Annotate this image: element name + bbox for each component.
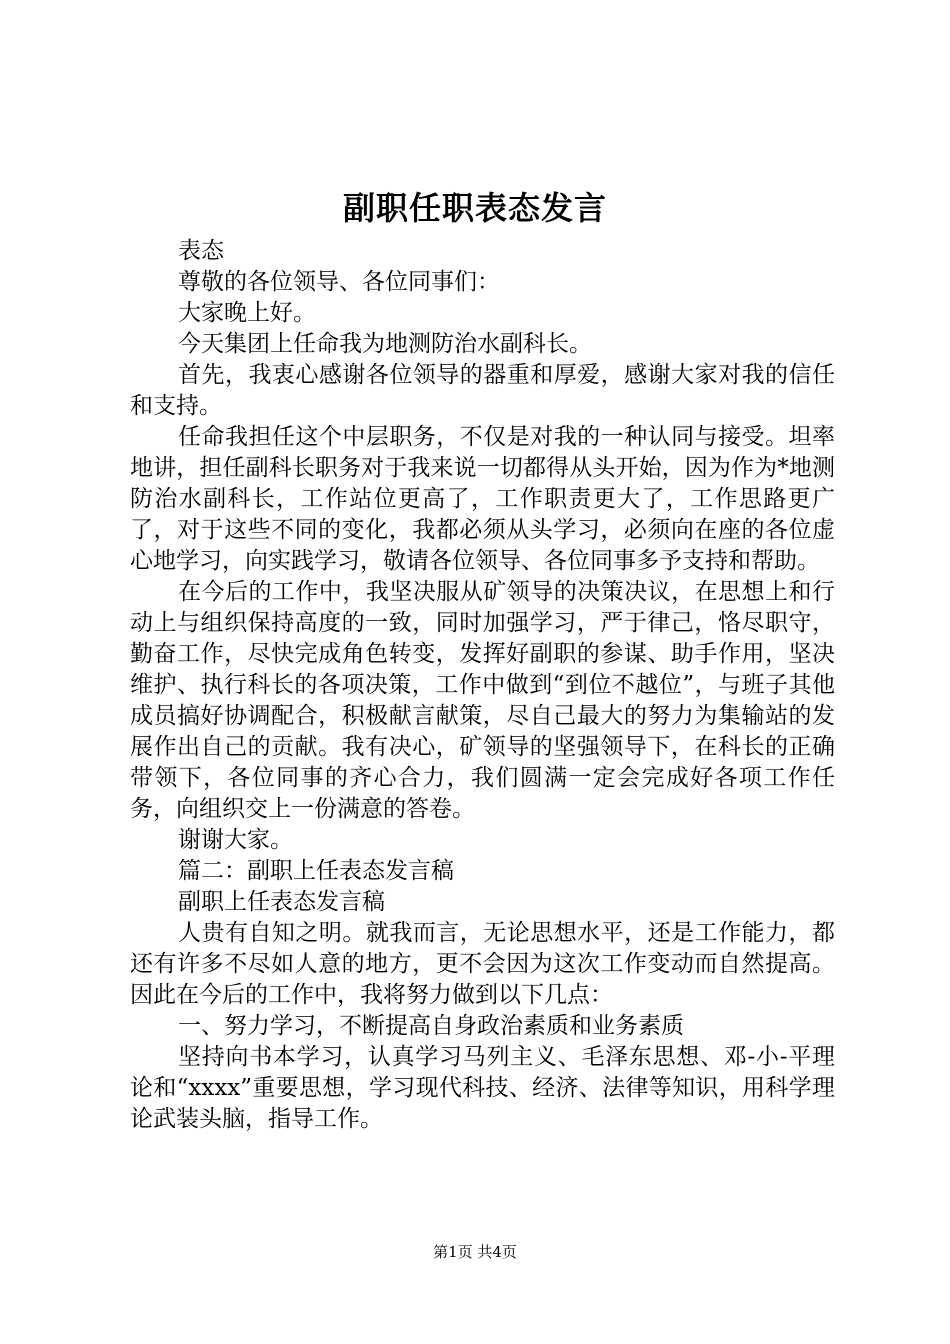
paragraph: 首先，我衷心感谢各位领导的器重和厚爱，感谢大家对我的信任和支持。 bbox=[130, 362, 835, 419]
paragraph: 副职上任表态发言稿 bbox=[178, 889, 385, 915]
paragraph: 篇二：副职上任表态发言稿 bbox=[178, 858, 454, 884]
paragraph: 坚持向书本学习，认真学习马列主义、毛泽东思想、邓-小-平理论和“xxxx”重要思想，学习现代科技、经济、法律等知识，用科学理论武装头脑，指导工作。 bbox=[130, 1044, 835, 1132]
paragraph: 谢谢大家。 bbox=[178, 827, 293, 853]
paragraph: 表态 bbox=[178, 238, 224, 264]
document-title: 副职任职表态发言 bbox=[342, 189, 607, 227]
paragraph: 在今后的工作中，我坚决服从矿领导的决策决议，在思想上和行动上与组织保持高度的一致，同时加强学习，严于律己，恪尽职守，勤奋工作，尽快完成角色转变，发挥好副职的参谋、助手作用，坚决维护、执行科长的各项决策，工作中做到“到位不越位”，与班子其他成员搞好协调配合，积极献言献策，尽自己最大的努力为集输站的发展作出自己的贡献。我有决心，矿领导的坚强领导下，在科长的正确带领下，各位同事的齐心合力，我们圆满一定会完成好各项工作任务，向组织交上一份满意的答卷。 bbox=[130, 579, 835, 822]
paragraph: 尊敬的各位领导、各位同事们： bbox=[178, 269, 500, 295]
document-body bbox=[130, 236, 835, 1135]
paragraph: 人贵有自知之明。就我而言，无论思想水平，还是工作能力，都还有许多不尽如人意的地方，更不会因为这次工作变动而自然提高。因此在今后的工作中，我将努力做到以下几点： bbox=[130, 920, 835, 1008]
paragraph: 任命我担任这个中层职务，不仅是对我的一种认同与接受。坦率地讲，担任副科长职务对于我来说一切都得从头开始，因为作为*地测防治水副科长，工作站位更高了，工作职责更大了，工作思路更广了，对于这些不同的变化，我都必须从头学习，必须向在座的各位虚心地学习，向实践学习，敬请各位领导、各位同事多予支持和帮助。 bbox=[130, 424, 835, 574]
page-footer: 第1页 共4页 bbox=[433, 1243, 517, 1261]
paragraph: 大家晚上好。 bbox=[178, 300, 316, 326]
paragraph: 今天集团上任命我为地测防治水副科长。 bbox=[178, 331, 592, 357]
paragraph: 一、努力学习，不断提高自身政治素质和业务素质 bbox=[178, 1013, 684, 1039]
